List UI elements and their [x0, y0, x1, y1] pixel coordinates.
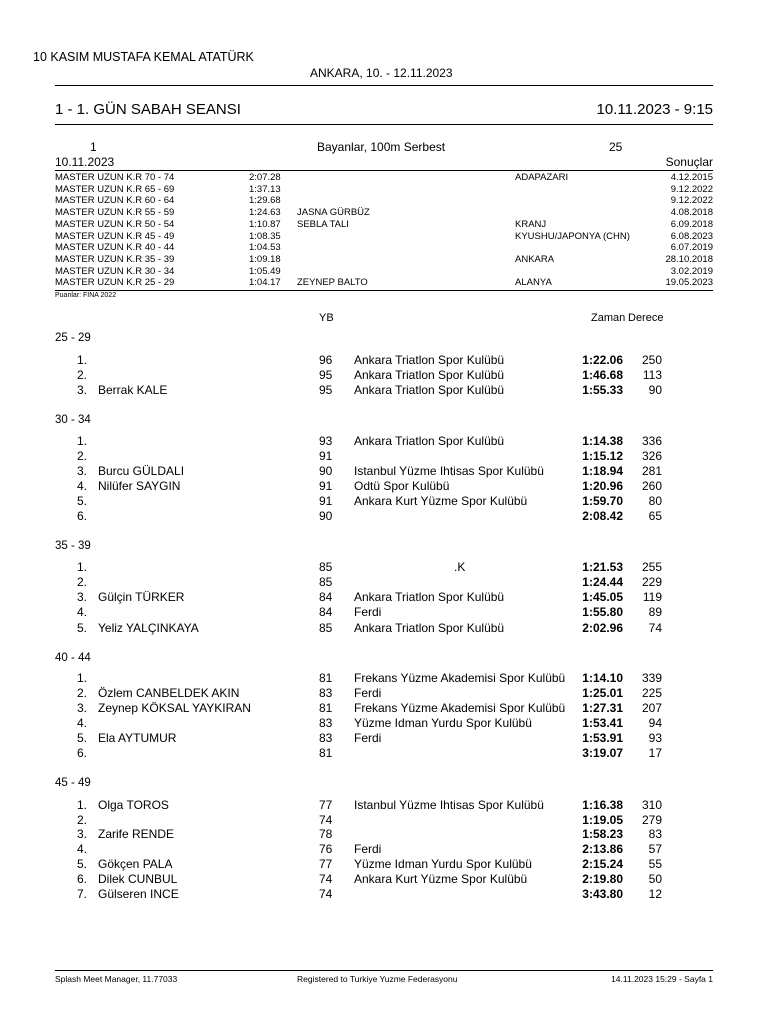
- result-rank: 4.: [76, 605, 87, 619]
- result-time: 3:19.07: [582, 746, 623, 760]
- event-pool: 25: [609, 140, 623, 154]
- record-time: 1:37.13: [249, 183, 281, 195]
- result-row: [55, 494, 665, 509]
- record-holder: ZEYNEP BALTO: [297, 277, 368, 289]
- meet-location-dates: ANKARA, 10. - 12.11.2023: [310, 66, 453, 80]
- result-points: 12: [648, 887, 662, 901]
- event-number: 1: [90, 140, 97, 154]
- result-rank: 2.: [76, 575, 87, 589]
- age-group-label: 45 - 49: [55, 777, 91, 789]
- event-date: 10.11.2023: [55, 155, 115, 169]
- age-group-label: 40 - 44: [55, 652, 91, 664]
- record-row: [55, 184, 713, 196]
- result-rank: 6.: [76, 509, 87, 523]
- result-rank: 4.: [76, 842, 87, 856]
- column-header-yb: YB: [319, 312, 334, 324]
- result-time: 1:22.06: [582, 353, 623, 367]
- result-club: Ankara Triatlon Spor Kulübü: [354, 353, 505, 367]
- result-row: [55, 434, 665, 449]
- age-group-label: 30 - 34: [55, 414, 91, 426]
- result-row: [55, 605, 665, 620]
- result-rank: 2.: [76, 449, 87, 463]
- result-yb: 90: [319, 464, 333, 478]
- record-time: 1:04.17: [249, 277, 281, 289]
- record-time: 1:05.49: [249, 265, 281, 277]
- header-rule-bottom: [55, 124, 713, 125]
- result-rank: 1.: [76, 560, 87, 574]
- results-label: Sonuçlar: [665, 155, 713, 169]
- result-points: 250: [641, 353, 662, 367]
- result-row: [55, 857, 665, 872]
- result-points: 336: [641, 434, 662, 448]
- result-yb: 74: [319, 872, 333, 886]
- column-header-points: Derece: [628, 312, 664, 324]
- result-yb: 85: [319, 621, 333, 635]
- result-yb: 74: [319, 887, 333, 901]
- result-rank: 3.: [76, 464, 87, 478]
- result-points: 65: [648, 509, 662, 523]
- result-name: Olga TOROS: [98, 798, 169, 812]
- result-time: 1:18.94: [582, 464, 623, 478]
- record-category: MASTER UZUN K.R 55 - 59: [55, 207, 175, 219]
- result-yb: 83: [319, 731, 333, 745]
- result-yb: 74: [319, 813, 333, 827]
- record-category: MASTER UZUN K.R 40 - 44: [55, 242, 175, 254]
- result-points: 310: [641, 798, 662, 812]
- result-yb: 81: [319, 746, 333, 760]
- record-date: 28.10.2018: [665, 253, 713, 265]
- record-place: ADAPAZARI: [515, 172, 569, 183]
- result-yb: 81: [319, 671, 333, 685]
- result-time: 3:43.80: [582, 887, 623, 901]
- result-points: 229: [641, 575, 662, 589]
- result-rank: 4.: [76, 716, 87, 730]
- result-time: 1:55.33: [582, 383, 623, 397]
- age-group-label: 35 - 39: [55, 540, 91, 552]
- result-rank: 7.: [76, 887, 87, 901]
- result-time: 1:25.01: [582, 686, 623, 700]
- footer-software: Splash Meet Manager, 11.77033: [55, 974, 178, 984]
- result-yb: 93: [319, 434, 333, 448]
- record-category: MASTER UZUN K.R 35 - 39: [55, 253, 175, 265]
- record-category: MASTER UZUN K.R 60 - 64: [55, 195, 175, 207]
- record-row: [55, 219, 713, 231]
- result-points: 119: [642, 590, 662, 604]
- result-time: 2:15.24: [582, 857, 623, 871]
- result-row: [55, 887, 665, 902]
- records-rule-top: [55, 170, 713, 171]
- result-rank: 5.: [76, 494, 87, 508]
- result-rank: 3.: [76, 701, 87, 715]
- result-points: 80: [648, 494, 662, 508]
- result-rank: 2.: [76, 813, 87, 827]
- result-club: Yüzme Idman Yurdu Spor Kulübü: [354, 716, 532, 730]
- result-time: 1:58.23: [582, 827, 623, 841]
- result-club: Ferdi: [354, 686, 382, 700]
- result-name: Dilek CUNBUL: [98, 872, 178, 886]
- result-points: 326: [641, 449, 662, 463]
- result-row: [55, 575, 665, 590]
- result-points: 74: [648, 621, 662, 635]
- result-row: [55, 686, 665, 701]
- result-rank: 6.: [76, 746, 87, 760]
- result-points: 93: [648, 731, 662, 745]
- result-club: Frekans Yüzme Akademisi Spor Kulübü: [354, 701, 566, 715]
- record-date: 6.08.2023: [670, 230, 713, 242]
- result-time: 1:16.38: [582, 798, 623, 812]
- result-time: 1:14.38: [582, 434, 623, 448]
- result-yb: 78: [319, 827, 333, 841]
- result-points: 281: [641, 464, 662, 478]
- result-points: 207: [641, 701, 662, 715]
- column-header-time: Zaman: [591, 312, 626, 324]
- result-row: [55, 731, 665, 746]
- result-points: 113: [642, 368, 662, 382]
- footer-rule: [55, 970, 713, 971]
- result-time: 1:27.31: [582, 701, 623, 715]
- result-points: 55: [648, 857, 662, 871]
- result-points: 89: [648, 605, 662, 619]
- result-rank: 3.: [76, 827, 87, 841]
- result-row: [55, 368, 665, 383]
- result-points: 90: [648, 383, 662, 397]
- result-club: Istanbul Yüzme Ihtisas Spor Kulübü: [354, 798, 544, 812]
- result-club: Ferdi: [354, 731, 382, 745]
- result-row: [55, 701, 665, 716]
- result-name: Zeynep KÖKSAL YAYKIRAN: [98, 701, 251, 715]
- result-yb: 85: [319, 575, 333, 589]
- result-time: 1:21.53: [582, 560, 623, 574]
- record-time: 1:29.68: [249, 195, 281, 207]
- result-name: Yeliz YALÇINKAYA: [98, 621, 199, 635]
- record-date: 3.02.2019: [670, 265, 713, 277]
- result-time: 1:14.10: [582, 671, 623, 685]
- record-row: [55, 172, 713, 184]
- record-date: 9.12.2022: [670, 195, 713, 207]
- result-time: 2:13.86: [582, 842, 623, 856]
- record-date: 9.12.2022: [670, 183, 713, 195]
- result-row: [55, 479, 665, 494]
- result-time: 1:19.05: [582, 813, 623, 827]
- result-rank: 4.: [76, 479, 87, 493]
- result-yb: 91: [319, 494, 333, 508]
- result-name: Gökçen PALA: [98, 857, 173, 871]
- result-club: Odtü Spor Kulübü: [354, 479, 450, 493]
- result-name: Nilüfer SAYGIN: [98, 479, 181, 493]
- result-points: 260: [641, 479, 662, 493]
- result-club: Ankara Kurt Yüzme Spor Kulübü: [354, 872, 528, 886]
- result-name: Gülçin TÜRKER: [98, 590, 185, 604]
- age-group-label: 25 - 29: [55, 332, 91, 344]
- result-row: [55, 872, 665, 887]
- result-name: Zarife RENDE: [98, 827, 175, 841]
- result-time: 1:24.44: [582, 575, 623, 589]
- result-points: 255: [641, 560, 662, 574]
- points-note: Puanlar: FINA 2022: [55, 292, 117, 299]
- result-yb: 83: [319, 686, 333, 700]
- record-category: MASTER UZUN K.R 50 - 54: [55, 218, 175, 230]
- record-time: 1:08.35: [249, 230, 281, 242]
- result-time: 1:46.68: [582, 368, 623, 382]
- result-club: Ankara Triatlon Spor Kulübü: [354, 621, 505, 635]
- result-name: Ela AYTUMUR: [98, 731, 177, 745]
- record-time: 2:07.28: [249, 172, 281, 183]
- result-row: [55, 509, 665, 524]
- result-points: 83: [648, 827, 662, 841]
- result-rank: 1.: [76, 434, 87, 448]
- result-club: .K: [354, 560, 466, 574]
- event-name: Bayanlar, 100m Serbest: [317, 140, 446, 154]
- result-club: Ankara Triatlon Spor Kulübü: [354, 383, 505, 397]
- result-points: 225: [641, 686, 662, 700]
- result-yb: 90: [319, 509, 333, 523]
- result-row: [55, 449, 665, 464]
- header-rule-top: [55, 85, 713, 86]
- record-holder: JASNA GÜRBÜZ: [297, 207, 370, 219]
- record-row: [55, 195, 713, 207]
- record-row: [55, 242, 713, 254]
- result-row: [55, 813, 665, 828]
- result-yb: 95: [319, 368, 333, 382]
- result-row: [55, 590, 665, 605]
- result-row: [55, 716, 665, 731]
- record-place: ALANYA: [515, 277, 552, 289]
- record-category: MASTER UZUN K.R 30 - 34: [55, 265, 175, 277]
- record-row: [55, 254, 713, 266]
- result-club: Yüzme Idman Yurdu Spor Kulübü: [354, 857, 532, 871]
- result-row: [55, 464, 665, 479]
- result-yb: 77: [319, 857, 333, 871]
- record-category: MASTER UZUN K.R 45 - 49: [55, 230, 175, 242]
- result-club: Ankara Triatlon Spor Kulübü: [354, 590, 505, 604]
- result-club: Ferdi: [354, 605, 382, 619]
- result-yb: 84: [319, 605, 333, 619]
- result-points: 279: [641, 813, 662, 827]
- result-row: [55, 671, 665, 686]
- result-yb: 83: [319, 716, 333, 730]
- result-points: 94: [648, 716, 662, 730]
- result-points: 339: [641, 671, 662, 685]
- result-rank: 3.: [76, 383, 87, 397]
- result-yb: 76: [319, 842, 333, 856]
- result-time: 1:20.96: [582, 479, 623, 493]
- result-points: 57: [648, 842, 662, 856]
- result-points: 17: [648, 746, 662, 760]
- result-yb: 84: [319, 590, 333, 604]
- record-place: KYUSHU/JAPONYA (CHN): [515, 230, 630, 242]
- footer-registered: Registered to Turkiye Yuzme Federasyonu: [297, 974, 458, 984]
- result-yb: 77: [319, 798, 333, 812]
- result-rank: 1.: [76, 353, 87, 367]
- record-place: ANKARA: [515, 253, 555, 265]
- record-row: [55, 231, 713, 243]
- result-rank: 3.: [76, 590, 87, 604]
- result-name: Berrak KALE: [98, 383, 168, 397]
- record-date: 4.12.2015: [670, 172, 713, 183]
- record-holder: SEBLA TALI: [297, 218, 349, 230]
- result-time: 1:45.05: [582, 590, 623, 604]
- result-rank: 6.: [76, 872, 87, 886]
- result-row: [55, 383, 665, 398]
- result-time: 1:53.41: [582, 716, 623, 730]
- record-row: [55, 207, 713, 219]
- result-time: 1:55.80: [582, 605, 623, 619]
- result-time: 1:53.91: [582, 731, 623, 745]
- record-row: [55, 277, 713, 289]
- result-rank: 1.: [76, 671, 87, 685]
- result-points: 50: [648, 872, 662, 886]
- result-row: [55, 827, 665, 842]
- record-date: 4.08.2018: [670, 207, 713, 219]
- result-rank: 2.: [76, 686, 87, 700]
- result-yb: 81: [319, 701, 333, 715]
- result-time: 2:19.80: [582, 872, 623, 886]
- record-category: MASTER UZUN K.R 65 - 69: [55, 183, 175, 195]
- result-time: 1:59.70: [582, 494, 623, 508]
- record-date: 6.07.2019: [670, 242, 713, 254]
- record-date: 6.09.2018: [670, 218, 713, 230]
- result-yb: 85: [319, 560, 333, 574]
- result-row: [55, 621, 665, 636]
- result-club: Ferdi: [354, 842, 382, 856]
- result-name: Gülseren INCE: [98, 887, 179, 901]
- result-row: [55, 353, 665, 368]
- result-rank: 2.: [76, 368, 87, 382]
- result-club: Frekans Yüzme Akademisi Spor Kulübü: [354, 671, 566, 685]
- result-row: [55, 560, 665, 575]
- result-time: 2:02.96: [582, 621, 623, 635]
- record-time: 1:09.18: [249, 253, 281, 265]
- session-title: 1 - 1. GÜN SABAH SEANSI: [55, 101, 241, 118]
- records-rule-bottom: [55, 290, 713, 291]
- result-time: 1:15.12: [582, 449, 623, 463]
- record-time: 1:24.63: [249, 207, 281, 219]
- result-row: [55, 842, 665, 857]
- record-date: 19.05.2023: [665, 277, 713, 289]
- result-yb: 91: [319, 479, 333, 493]
- result-club: Ankara Kurt Yüzme Spor Kulübü: [354, 494, 528, 508]
- result-rank: 5.: [76, 857, 87, 871]
- record-row: [55, 266, 713, 278]
- record-category: MASTER UZUN K.R 25 - 29: [55, 277, 175, 289]
- record-category: MASTER UZUN K.R 70 - 74: [55, 172, 175, 183]
- record-time: 1:04.53: [249, 242, 281, 254]
- result-yb: 96: [319, 353, 333, 367]
- session-datetime: 10.11.2023 - 9:15: [596, 101, 713, 118]
- record-time: 1:10.87: [249, 218, 281, 230]
- footer-print-info: 14.11.2023 15:29 - Sayfa 1: [611, 974, 713, 984]
- result-row: [55, 746, 665, 761]
- result-rank: 1.: [76, 798, 87, 812]
- result-time: 2:08.42: [582, 509, 623, 523]
- result-club: Ankara Triatlon Spor Kulübü: [354, 434, 505, 448]
- result-yb: 91: [319, 449, 333, 463]
- record-place: KRANJ: [515, 218, 547, 230]
- result-club: Ankara Triatlon Spor Kulübü: [354, 368, 505, 382]
- result-name: Burcu GÜLDALI: [98, 464, 185, 478]
- result-row: [55, 798, 665, 813]
- result-rank: 5.: [76, 621, 87, 635]
- result-yb: 95: [319, 383, 333, 397]
- meet-title: 10 KASIM MUSTAFA KEMAL ATATÜRK: [33, 50, 254, 64]
- result-rank: 5.: [76, 731, 87, 745]
- result-club: Istanbul Yüzme Ihtisas Spor Kulübü: [354, 464, 544, 478]
- result-name: Özlem CANBELDEK AKIN: [98, 686, 240, 700]
